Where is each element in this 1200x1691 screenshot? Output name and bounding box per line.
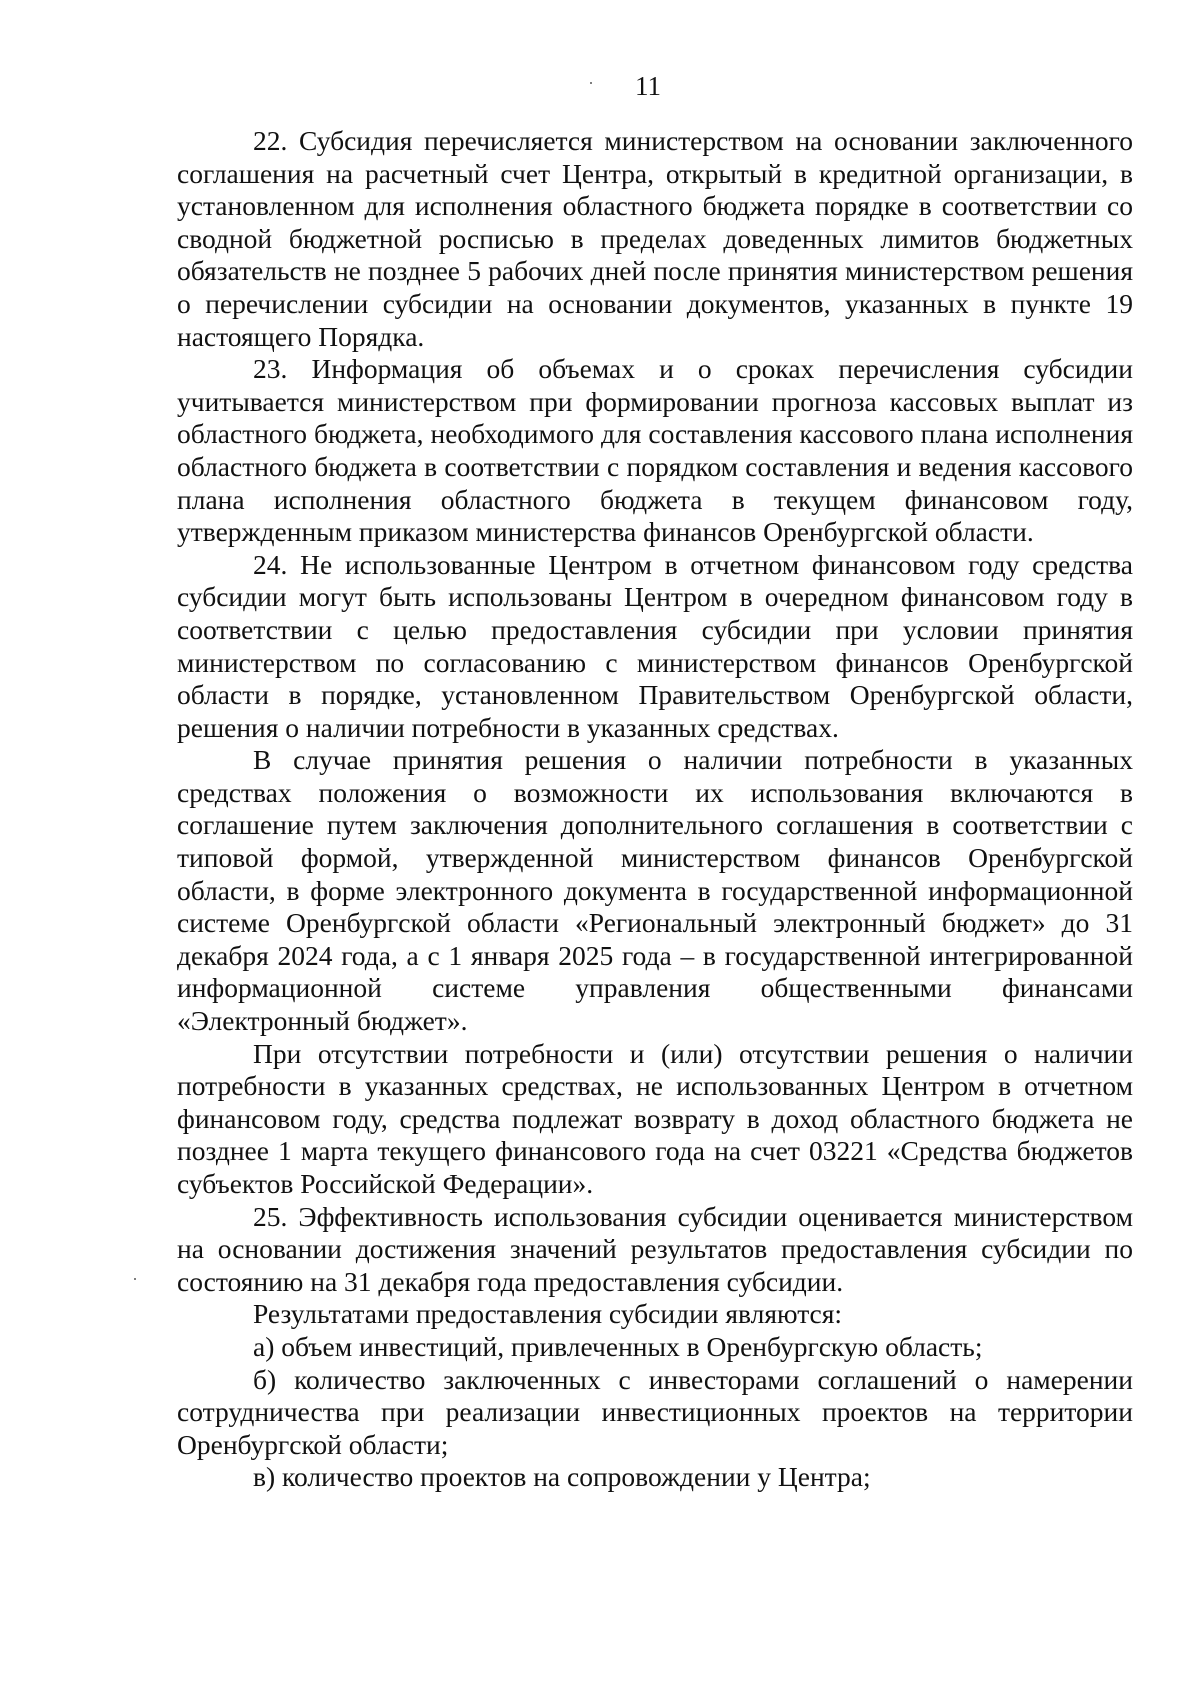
result-item-a: а) объем инвестиций, привлеченных в Оренбургскую область; bbox=[253, 1330, 983, 1362]
results-intro: Результатами предоставления субсидии являются: bbox=[253, 1298, 843, 1330]
document-body bbox=[177, 125, 1133, 1494]
paragraph-25: 25. Эффективность использования субсидии оценивается министерством на основании достижения значений результатов предоставления субсидии по состоянию на 31 декабря года предоставления субсидии. bbox=[177, 1200, 1133, 1297]
result-item-v: в) количество проектов на сопровождении у Центра; bbox=[253, 1461, 871, 1493]
page-number: 11 bbox=[635, 71, 661, 101]
paragraph-24-additional-agreement: В случае принятия решения о наличии потребности в указанных средствах положения о возможности их использования включаются в соглашение путем заключения дополнительного соглашения в соответствии с типовой формой, утвержденной министерством финансов Оренбургской области, в форме электронного документа в государственной информационной системе Оренбургской области «Региональный электронный бюджет» до 31 декабря 2024 года, а с 1 января 2025 года – в государственной интегрированной информационной системе управления общественными финансами «Электронный бюджет». bbox=[177, 744, 1133, 1037]
scan-speck bbox=[134, 1278, 136, 1280]
paragraph-24-refund: При отсутствии потребности и (или) отсутствии решения о наличии потребности в указанных средствах, не использованных Центром в отчетном финансовом году, средства подлежат возврату в доход областного бюджета не позднее 1 марта текущего финансового года на счет 03221 «Средства бюджетов субъектов Российской Федерации». bbox=[177, 1037, 1133, 1199]
result-item-b: б) количество заключенных с инвесторами соглашений о намерении сотрудничества при реализации инвестиционных проектов на территории Оренбургской области; bbox=[177, 1363, 1133, 1460]
paragraph-23: 23. Информация об объемах и о сроках перечисления субсидии учитывается министерством при формировании прогноза кассовых выплат из областного бюджета, необходимого для составления кассового плана исполнения областного бюджета в соответствии с порядком составления и ведения кассового плана исполнения областного бюджета в текущем финансовом году, утвержденным приказом министерства финансов Оренбургской области. bbox=[177, 353, 1133, 548]
paragraph-22: 22. Субсидия перечисляется министерством на основании заключенного соглашения на расчетный счет Центра, открытый в кредитной организации, в установленном для исполнения областного бюджета порядке в соответствии со сводной бюджетной росписью в пределах доведенных лимитов бюджетных обязательств не позднее 5 рабочих дней после принятия министерством решения о перечислении субсидии на основании документов, указанных в пункте 19 настоящего Порядка. bbox=[177, 125, 1133, 352]
paragraph-24: 24. Не использованные Центром в отчетном финансовом году средства субсидии могут быть использованы Центром в очередном финансовом году в соответствии с целью предоставления субсидии при условии принятия министерством по согласованию с министерством финансов Оренбургской области в порядке, установленном Правительством Оренбургской области, решения о наличии потребности в указанных средствах. bbox=[177, 548, 1133, 743]
